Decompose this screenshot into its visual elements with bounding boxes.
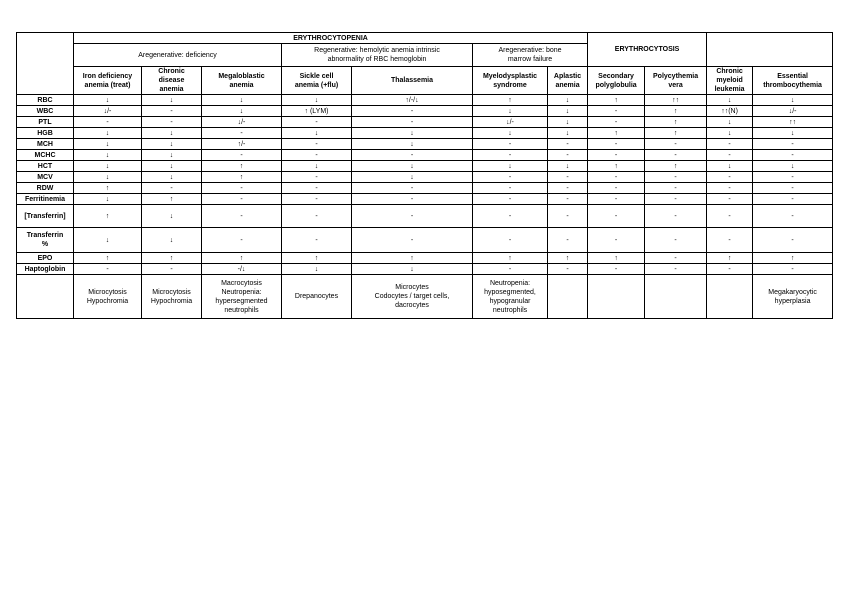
value-cell: -: [473, 264, 548, 275]
morphology-cell: [588, 275, 645, 319]
row-label: PTL: [17, 117, 74, 128]
value-cell: ↓: [473, 128, 548, 139]
value-cell: ↓: [707, 95, 753, 106]
value-cell: -: [588, 117, 645, 128]
morphology-cell: Megakaryocytic hyperplasia: [753, 275, 833, 319]
value-cell: ↑↑: [645, 95, 707, 106]
value-cell: ↓: [282, 128, 352, 139]
value-cell: ↓: [753, 128, 833, 139]
value-cell: ↓: [473, 161, 548, 172]
value-cell: -: [473, 172, 548, 183]
morphology-cell: [707, 275, 753, 319]
value-cell: -: [588, 194, 645, 205]
column-header: Chronic myeloid leukemia: [707, 67, 753, 95]
row-label: MCV: [17, 172, 74, 183]
table-row: [17, 228, 833, 253]
value-cell: -: [588, 264, 645, 275]
header-row-1: [17, 33, 833, 44]
column-header: Essential thrombocythemia: [753, 67, 833, 95]
value-cell: ↑: [473, 253, 548, 264]
value-cell: -: [202, 228, 282, 253]
corner-cell: [17, 33, 74, 95]
value-cell: ↓: [202, 106, 282, 117]
value-cell: ↑: [588, 161, 645, 172]
value-cell: ↓: [142, 139, 202, 150]
value-cell: ↓: [548, 95, 588, 106]
value-cell: -: [282, 205, 352, 228]
value-cell: -: [202, 194, 282, 205]
value-cell: ↓: [202, 95, 282, 106]
value-cell: ↓/-: [74, 106, 142, 117]
morphology-cell: Neutropenia: hyposegmented, hypogranular neutrophils: [473, 275, 548, 319]
table-row: [17, 205, 833, 228]
value-cell: -: [548, 264, 588, 275]
table-row: [17, 106, 833, 117]
value-cell: ↓: [142, 161, 202, 172]
table-row: [17, 128, 833, 139]
value-cell: -: [473, 228, 548, 253]
value-cell: -: [548, 194, 588, 205]
value-cell: -: [548, 139, 588, 150]
row-label: Transferrin %: [17, 228, 74, 253]
value-cell: -: [142, 183, 202, 194]
value-cell: -: [352, 205, 473, 228]
value-cell: -: [707, 228, 753, 253]
value-cell: -: [352, 150, 473, 161]
value-cell: ↓: [753, 95, 833, 106]
morphology-row: [17, 275, 833, 319]
value-cell: ↓: [707, 128, 753, 139]
value-cell: ↓: [352, 161, 473, 172]
value-cell: -: [753, 150, 833, 161]
value-cell: -: [645, 264, 707, 275]
table-row: [17, 139, 833, 150]
value-cell: -: [352, 106, 473, 117]
row-label: MCH: [17, 139, 74, 150]
value-cell: ↓/-: [473, 117, 548, 128]
value-cell: ↑: [645, 128, 707, 139]
value-cell: ↓: [352, 264, 473, 275]
value-cell: ↓/-: [753, 106, 833, 117]
morphology-cell: [645, 275, 707, 319]
erythrocytopenia-header: ERYTHROCYTOPENIA: [74, 33, 588, 44]
value-cell: ↑: [352, 253, 473, 264]
value-cell: ↓: [74, 95, 142, 106]
value-cell: -: [753, 183, 833, 194]
value-cell: ↓: [282, 95, 352, 106]
morphology-cell: Microcytosis Hypochromia: [74, 275, 142, 319]
value-cell: ↑: [588, 95, 645, 106]
value-cell: ↓: [548, 128, 588, 139]
value-cell: -: [473, 139, 548, 150]
row-label: RBC: [17, 95, 74, 106]
aregenerative-marrow-header: Aregenerative: bone marrow failure: [473, 44, 588, 67]
value-cell: ↓: [74, 150, 142, 161]
value-cell: ↑ (LYM): [282, 106, 352, 117]
morphology-cell: Drepanocytes: [282, 275, 352, 319]
value-cell: ↓: [282, 264, 352, 275]
value-cell: -: [645, 194, 707, 205]
value-cell: -: [588, 205, 645, 228]
value-cell: -: [548, 172, 588, 183]
value-cell: -: [142, 106, 202, 117]
value-cell: ↓: [548, 117, 588, 128]
table-row: [17, 253, 833, 264]
row-label: HCT: [17, 161, 74, 172]
value-cell: -: [473, 150, 548, 161]
value-cell: -: [282, 117, 352, 128]
value-cell: ↑: [473, 95, 548, 106]
value-cell: ↓: [142, 95, 202, 106]
value-cell: -: [645, 172, 707, 183]
value-cell: -: [753, 139, 833, 150]
value-cell: -: [202, 128, 282, 139]
value-cell: ↑↑(N): [707, 106, 753, 117]
value-cell: -: [74, 264, 142, 275]
value-cell: ↑: [202, 253, 282, 264]
value-cell: ↓: [707, 161, 753, 172]
column-header-row: [17, 67, 833, 95]
value-cell: -: [282, 183, 352, 194]
value-cell: ↑↑: [753, 117, 833, 128]
table-row: [17, 172, 833, 183]
value-cell: -: [352, 183, 473, 194]
column-header: Megaloblastic anemia: [202, 67, 282, 95]
value-cell: -: [202, 183, 282, 194]
table-body: [17, 95, 833, 275]
value-cell: ↑/-: [202, 139, 282, 150]
value-cell: ↑: [645, 106, 707, 117]
value-cell: ↓: [753, 161, 833, 172]
row-label: Haptoglobin: [17, 264, 74, 275]
value-cell: -: [753, 264, 833, 275]
value-cell: -: [548, 183, 588, 194]
row-label: RDW: [17, 183, 74, 194]
table-row: [17, 183, 833, 194]
value-cell: ↓: [74, 172, 142, 183]
morphology-cell: Microcytes Codocytes / target cells, dacrocytes: [352, 275, 473, 319]
value-cell: -: [352, 194, 473, 205]
value-cell: -: [548, 228, 588, 253]
value-cell: -: [707, 205, 753, 228]
value-cell: -/↓: [202, 264, 282, 275]
value-cell: -: [753, 228, 833, 253]
value-cell: ↓: [74, 128, 142, 139]
value-cell: ↑: [588, 128, 645, 139]
value-cell: ↑: [753, 253, 833, 264]
value-cell: ↑: [202, 161, 282, 172]
hematology-table: [16, 32, 833, 319]
column-header: Iron deficiency anemia (treat): [74, 67, 142, 95]
value-cell: -: [282, 150, 352, 161]
row-label: WBC: [17, 106, 74, 117]
value-cell: ↑/-/↓: [352, 95, 473, 106]
value-cell: -: [282, 172, 352, 183]
value-cell: -: [707, 172, 753, 183]
value-cell: ↓: [74, 139, 142, 150]
value-cell: -: [548, 150, 588, 161]
value-cell: -: [645, 253, 707, 264]
value-cell: ↑: [202, 172, 282, 183]
value-cell: -: [588, 172, 645, 183]
value-cell: ↓: [352, 128, 473, 139]
table-row: [17, 161, 833, 172]
empty-header-cell: [707, 33, 833, 67]
value-cell: -: [707, 264, 753, 275]
row-label: Ferritinemia: [17, 194, 74, 205]
value-cell: ↑: [548, 253, 588, 264]
value-cell: -: [473, 205, 548, 228]
column-header: Polycythemia vera: [645, 67, 707, 95]
table-row: [17, 95, 833, 106]
value-cell: -: [473, 183, 548, 194]
value-cell: -: [548, 205, 588, 228]
row-label: [Transferrin]: [17, 205, 74, 228]
row-label: HGB: [17, 128, 74, 139]
value-cell: ↓: [352, 139, 473, 150]
table-row: [17, 117, 833, 128]
morphology-cell: [548, 275, 588, 319]
value-cell: -: [753, 205, 833, 228]
value-cell: -: [645, 139, 707, 150]
column-header: Thalassemia: [352, 67, 473, 95]
value-cell: -: [282, 194, 352, 205]
value-cell: -: [588, 106, 645, 117]
value-cell: ↑: [142, 253, 202, 264]
value-cell: -: [707, 194, 753, 205]
erythrocytosis-header: ERYTHROCYTOSIS: [588, 33, 707, 67]
value-cell: -: [282, 139, 352, 150]
value-cell: ↑: [645, 161, 707, 172]
value-cell: ↓: [142, 228, 202, 253]
value-cell: -: [282, 228, 352, 253]
value-cell: ↑: [588, 253, 645, 264]
value-cell: ↓: [707, 117, 753, 128]
value-cell: -: [588, 228, 645, 253]
column-header: Chronic disease anemia: [142, 67, 202, 95]
value-cell: -: [473, 194, 548, 205]
value-cell: -: [753, 194, 833, 205]
morphology-cell: Macrocytosis Neutropenia: hypersegmented neutrophils: [202, 275, 282, 319]
value-cell: ↑: [74, 253, 142, 264]
value-cell: ↑: [282, 253, 352, 264]
value-cell: -: [202, 150, 282, 161]
regenerative-hemolytic-header: Regenerative: hemolytic anemia intrinsic abnormality of RBC hemoglobin: [282, 44, 473, 67]
row-label: MCHC: [17, 150, 74, 161]
value-cell: -: [588, 183, 645, 194]
value-cell: ↓: [142, 205, 202, 228]
value-cell: -: [707, 139, 753, 150]
table-row: [17, 264, 833, 275]
value-cell: ↓/-: [202, 117, 282, 128]
value-cell: ↓: [282, 161, 352, 172]
value-cell: ↓: [352, 172, 473, 183]
morphology-cell: Microcytosis Hypochromia: [142, 275, 202, 319]
value-cell: -: [707, 183, 753, 194]
aregenerative-deficiency-header: Aregenerative: deficiency: [74, 44, 282, 67]
value-cell: -: [352, 117, 473, 128]
value-cell: -: [202, 205, 282, 228]
column-header: Aplastic anemia: [548, 67, 588, 95]
value-cell: ↑: [645, 117, 707, 128]
value-cell: ↓: [142, 172, 202, 183]
value-cell: ↓: [74, 194, 142, 205]
column-header: Myelodysplastic syndrome: [473, 67, 548, 95]
value-cell: -: [588, 139, 645, 150]
value-cell: -: [645, 183, 707, 194]
value-cell: -: [645, 150, 707, 161]
value-cell: ↑: [142, 194, 202, 205]
column-header: Secondary polyglobulia: [588, 67, 645, 95]
value-cell: ↓: [548, 161, 588, 172]
value-cell: ↑: [74, 205, 142, 228]
table-row: [17, 150, 833, 161]
value-cell: ↑: [74, 183, 142, 194]
value-cell: -: [142, 117, 202, 128]
value-cell: -: [142, 264, 202, 275]
value-cell: -: [645, 205, 707, 228]
value-cell: -: [74, 117, 142, 128]
value-cell: ↑: [707, 253, 753, 264]
value-cell: ↓: [142, 128, 202, 139]
value-cell: ↓: [74, 228, 142, 253]
value-cell: -: [645, 228, 707, 253]
value-cell: -: [588, 150, 645, 161]
row-label: EPO: [17, 253, 74, 264]
value-cell: -: [707, 150, 753, 161]
value-cell: -: [753, 172, 833, 183]
column-header: Sickle cell anemia (+flu): [282, 67, 352, 95]
value-cell: ↓: [548, 106, 588, 117]
value-cell: ↓: [473, 106, 548, 117]
value-cell: -: [352, 228, 473, 253]
value-cell: ↓: [142, 150, 202, 161]
value-cell: ↓: [74, 161, 142, 172]
table-row: [17, 194, 833, 205]
morphology-label-cell: [17, 275, 74, 319]
